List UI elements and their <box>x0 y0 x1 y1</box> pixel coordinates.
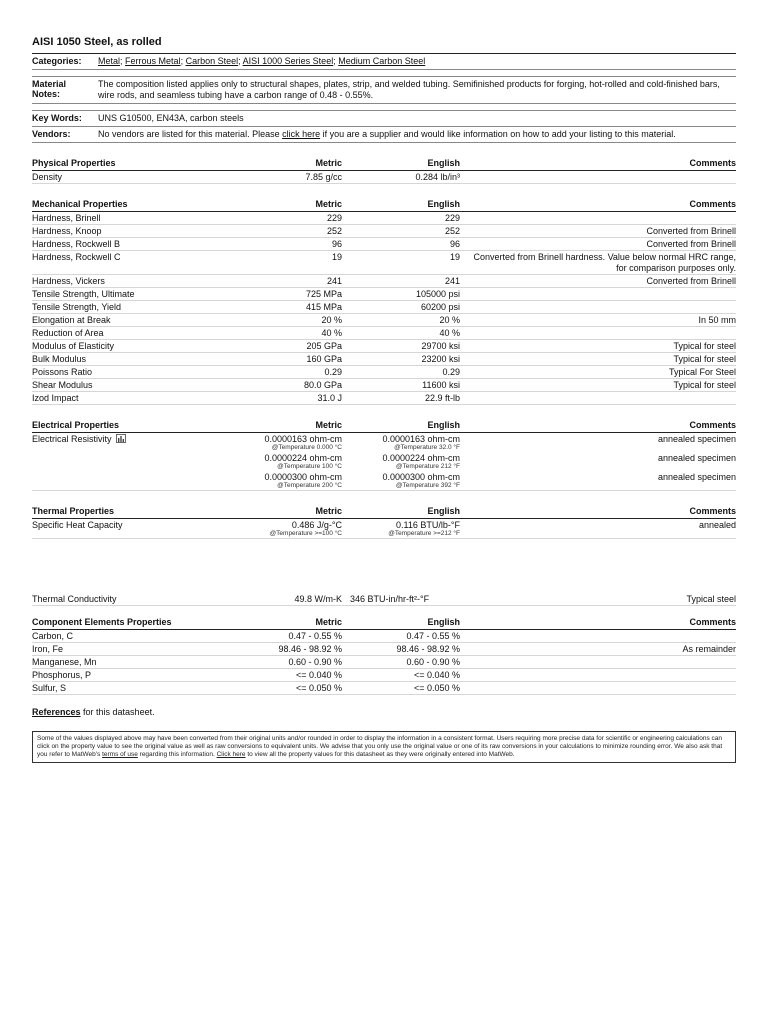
electrical-properties-table <box>32 419 736 491</box>
section-heading: Electrical Properties <box>32 420 120 430</box>
property-name: Hardness, Rockwell B <box>32 239 121 249</box>
metric-value[interactable]: 49.8 W/m-K <box>294 594 342 604</box>
metric-value[interactable]: 0.60 - 0.90 % <box>288 657 342 667</box>
english-value[interactable]: 241 <box>444 276 460 286</box>
mechanical-properties-header: Mechanical Properties Metric English Comments <box>32 198 736 212</box>
metric-value[interactable]: 98.46 - 98.92 % <box>278 644 342 654</box>
component-elements-table <box>32 616 736 695</box>
datasheet-page <box>32 0 736 763</box>
property-name: Tensile Strength, Ultimate <box>32 289 135 299</box>
english-value[interactable]: 0.29 <box>442 367 460 377</box>
category-link-carbon-steel[interactable]: Carbon Steel <box>185 56 239 66</box>
vendors-row <box>32 127 736 142</box>
table-row <box>32 225 736 238</box>
key-words-label: Key Words: <box>32 113 82 123</box>
physical-properties-header: Physical Properties Metric English Comments <box>32 157 736 171</box>
table-row <box>32 275 736 288</box>
table-row <box>32 171 736 184</box>
english-value[interactable]: 98.46 - 98.92 % <box>396 644 460 654</box>
metric-value[interactable]: 205 GPa <box>306 341 342 351</box>
thermal-properties-header: Thermal Properties Metric English Comments <box>32 505 736 519</box>
property-name: Bulk Modulus <box>32 354 87 364</box>
english-value[interactable]: 0.0000163 ohm-cm @Temperature 32.0 °F <box>382 434 460 451</box>
english-value[interactable]: 0.284 lb/in³ <box>415 172 460 182</box>
resistivity-value-row <box>252 433 736 452</box>
click-here-link[interactable]: Click here <box>216 751 246 758</box>
english-value[interactable]: 0.116 BTU/lb-°F @Temperature >=212 °F <box>388 520 460 537</box>
english-value[interactable]: 0.60 - 0.90 % <box>406 657 460 667</box>
property-name: Density <box>32 172 63 182</box>
english-value[interactable]: 40 % <box>439 328 460 338</box>
property-name: Manganese, Mn <box>32 657 97 667</box>
comment-text: Converted from Brinell <box>646 276 736 286</box>
comment-text: Typical for steel <box>673 341 736 351</box>
property-name: Izod Impact <box>32 393 79 403</box>
english-value[interactable]: 19 <box>449 252 460 262</box>
comment-text: As remainder <box>682 644 736 654</box>
key-words-row <box>32 111 736 126</box>
property-name: Specific Heat Capacity <box>32 520 123 530</box>
comment-text: Typical For Steel <box>668 367 736 377</box>
metric-value[interactable]: 0.47 - 0.55 % <box>288 631 342 641</box>
category-link-medium-carbon-steel[interactable]: Medium Carbon Steel <box>338 56 426 66</box>
metric-value[interactable]: 80.0 GPa <box>303 380 342 390</box>
property-name: Hardness, Brinell <box>32 213 101 223</box>
comment-text: annealed specimen <box>657 434 736 444</box>
metric-value[interactable]: 415 MPa <box>305 302 342 312</box>
categories-label: Categories: <box>32 56 82 66</box>
metric-value[interactable]: 0.0000300 ohm-cm @Temperature 200 °C <box>264 472 342 489</box>
table-row <box>32 238 736 251</box>
property-name: Poissons Ratio <box>32 367 93 377</box>
category-link-metal[interactable]: Metal <box>98 56 121 66</box>
metric-value[interactable]: 0.486 J/g-°C @Temperature >=100 °C <box>269 520 342 537</box>
section-heading: Thermal Properties <box>32 506 115 516</box>
material-notes-row <box>32 77 736 103</box>
property-name: Hardness, Knoop <box>32 226 102 236</box>
category-link-aisi-1000-series-steel[interactable]: AISI 1000 Series Steel <box>242 56 334 66</box>
table-row <box>32 682 736 695</box>
english-value[interactable]: 22.9 ft-lb <box>424 393 460 403</box>
comment-text: Converted from Brinell hardness. Value below normal HRC range, for comparison purposes only. <box>473 252 736 273</box>
comment-text: Typical for steel <box>673 380 736 390</box>
key-words-text: UNS G10500, EN43A, carbon steels <box>98 113 244 123</box>
english-value[interactable]: 20 % <box>439 315 460 325</box>
vendors-click-here-link[interactable]: click here <box>282 129 321 139</box>
comment-text <box>460 682 736 683</box>
disclaimer-box: Some of the values displayed above may have been converted from their original units and/or rounded in order to display the information in a consistent format. Users requiring more precise data for scientific or engineering calculations can click on the property value to see the original value as well as raw conversions to equivalent units. We advise that you only use the original value or one of its raw conversions in your calculations to minimize rounding error. We also ask that you refer to MatWeb's terms of use regarding this information. Click here to view all the property values for this datasheet as they were originally entered into MatWeb. <box>32 731 736 763</box>
table-row <box>32 327 736 340</box>
material-notes-label: Material Notes: <box>32 79 67 99</box>
property-name: Tensile Strength, Yield <box>32 302 122 312</box>
thermal-properties-table <box>32 505 736 606</box>
resistivity-value-row <box>252 471 736 490</box>
comment-text: Typical for steel <box>673 354 736 364</box>
property-name: Shear Modulus <box>32 380 93 390</box>
metric-value[interactable]: 31.0 J <box>317 393 342 403</box>
component-elements-header: Component Elements Properties Metric English Comments <box>32 616 736 630</box>
comment-text <box>460 171 736 172</box>
table-row <box>32 212 736 225</box>
page-title: AISI 1050 Steel, as rolled <box>32 36 162 48</box>
comment-text: Typical steel <box>686 594 736 604</box>
vendors-text: No vendors are listed for this material. Please click here if you are a supplier and would like information on how to add your listing to this material. <box>98 129 676 139</box>
table-row <box>32 314 736 327</box>
section-heading: Component Elements Properties <box>32 617 172 627</box>
english-value[interactable]: 0.0000300 ohm-cm @Temperature 392 °F <box>382 472 460 489</box>
metric-value[interactable]: 96 <box>331 239 342 249</box>
category-link-ferrous-metal[interactable]: Ferrous Metal <box>125 56 181 66</box>
chart-icon[interactable] <box>116 434 126 445</box>
table-row <box>32 433 736 491</box>
metric-value[interactable]: 725 MPa <box>305 289 342 299</box>
electrical-properties-header: Electrical Properties Metric English Comments <box>32 419 736 433</box>
english-value[interactable]: 0.0000224 ohm-cm @Temperature 212 °F <box>382 453 460 470</box>
comment-text <box>460 288 736 289</box>
metric-value[interactable]: 19 <box>331 252 342 262</box>
table-row <box>32 353 736 366</box>
comment-text <box>460 212 736 213</box>
english-value[interactable]: 29700 ksi <box>421 341 460 351</box>
metric-value[interactable]: 7.85 g/cc <box>305 172 342 182</box>
metric-value[interactable]: 160 GPa <box>306 354 342 364</box>
comment-text: Converted from Brinell <box>646 226 736 236</box>
metric-value[interactable]: 252 <box>326 226 342 236</box>
table-row <box>32 301 736 314</box>
english-value[interactable]: <= 0.050 % <box>413 683 460 693</box>
terms-of-use-link[interactable]: terms of use <box>102 751 138 758</box>
english-value[interactable]: 346 BTU-in/hr-ft²-°F <box>350 594 430 604</box>
metric-value[interactable]: <= 0.050 % <box>295 683 342 693</box>
metric-value[interactable]: 0.0000224 ohm-cm @Temperature 100 °C <box>264 453 342 470</box>
metric-value[interactable]: 0.29 <box>324 367 342 377</box>
english-value[interactable]: 252 <box>444 226 460 236</box>
comment-text <box>460 630 736 631</box>
english-value[interactable]: 229 <box>444 213 460 223</box>
property-name: Hardness, Vickers <box>32 276 105 286</box>
mechanical-properties-table <box>32 198 736 405</box>
table-row <box>32 656 736 669</box>
resistivity-value-row <box>252 452 736 471</box>
property-name: Hardness, Rockwell C <box>32 252 121 262</box>
property-name: Modulus of Elasticity <box>32 341 115 351</box>
metric-value[interactable]: 20 % <box>321 315 342 325</box>
english-value[interactable]: 0.47 - 0.55 % <box>406 631 460 641</box>
table-row <box>32 340 736 353</box>
section-heading: Mechanical Properties <box>32 199 128 209</box>
section-heading: Physical Properties <box>32 158 116 168</box>
english-value[interactable]: 96 <box>449 239 460 249</box>
metric-value[interactable]: 229 <box>326 213 342 223</box>
table-row <box>32 392 736 405</box>
comment-text: annealed specimen <box>657 453 736 463</box>
references-link[interactable]: References <box>32 707 81 717</box>
categories-list: Metal; Ferrous Metal; Carbon Steel; AISI 1000 Series Steel; Medium Carbon Steel <box>98 56 426 66</box>
physical-properties-table <box>32 157 736 184</box>
references-line: References for this datasheet. <box>32 707 155 717</box>
comment-text: Converted from Brinell <box>646 239 736 249</box>
property-name: Thermal Conductivity <box>32 594 117 604</box>
comment-text <box>460 669 736 670</box>
table-row <box>32 366 736 379</box>
material-notes-text: The composition listed applies only to structural shapes, plates, strip, and welded tubing. Semifinished products for forging, hot-rolled and cold-finished bars, wire rods, and seamless tubing have a carbon range of 0.48 - 0.55%. <box>98 79 720 100</box>
comment-text <box>460 392 736 393</box>
english-value[interactable]: <= 0.040 % <box>413 670 460 680</box>
table-row <box>32 593 736 606</box>
comment-text: annealed <box>698 520 736 530</box>
property-name: Elongation at Break <box>32 315 111 325</box>
table-row <box>32 519 736 539</box>
property-name: Electrical Resistivity <box>32 433 252 445</box>
property-name: Sulfur, S <box>32 683 67 693</box>
english-value[interactable]: 105000 psi <box>415 289 460 299</box>
vendors-label: Vendors: <box>32 129 71 139</box>
english-value[interactable]: 11600 ksi <box>422 380 460 390</box>
categories-row <box>32 54 736 69</box>
metric-value[interactable]: <= 0.040 % <box>295 670 342 680</box>
table-row <box>32 643 736 656</box>
metric-value[interactable]: 40 % <box>321 328 342 338</box>
english-value[interactable]: 23200 ksi <box>421 354 460 364</box>
property-name: Iron, Fe <box>32 644 64 654</box>
comment-text <box>460 656 736 657</box>
english-value[interactable]: 60200 psi <box>420 302 460 312</box>
metric-value[interactable]: 241 <box>326 276 342 286</box>
comment-text: In 50 mm <box>698 315 736 325</box>
table-row <box>32 288 736 301</box>
table-row <box>32 630 736 643</box>
property-name: Reduction of Area <box>32 328 104 338</box>
comment-text: annealed specimen <box>657 472 736 482</box>
property-name: Phosphorus, P <box>32 670 92 680</box>
property-name: Carbon, C <box>32 631 74 641</box>
table-row <box>32 379 736 392</box>
table-row <box>32 669 736 682</box>
metric-value[interactable]: 0.0000163 ohm-cm @Temperature 0.000 °C <box>264 434 342 451</box>
comment-text <box>460 327 736 328</box>
table-row <box>32 251 736 275</box>
comment-text <box>460 301 736 302</box>
